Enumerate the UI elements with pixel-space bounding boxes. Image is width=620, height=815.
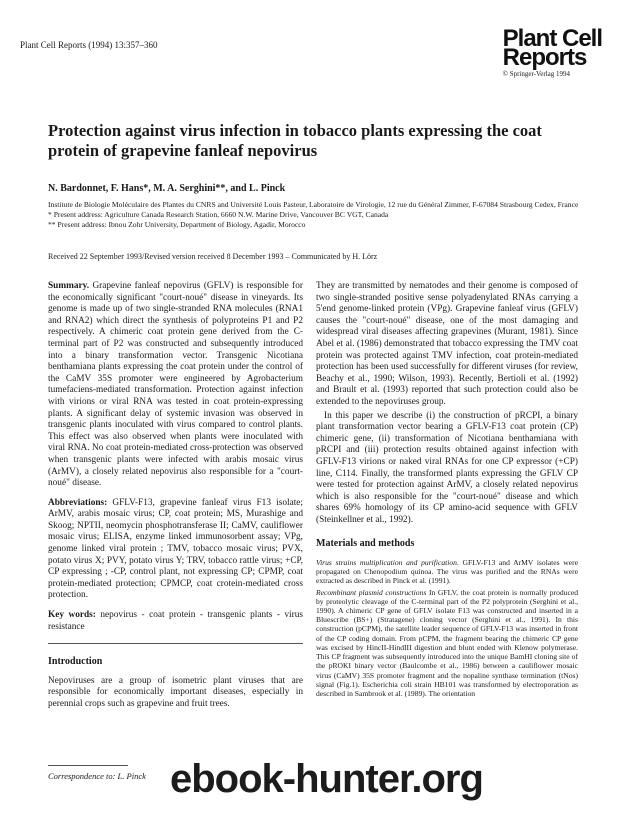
copyright-notice: © Springer-Verlag 1994	[502, 70, 571, 78]
correspondence-note: Correspondence to: L. Pinck	[48, 771, 146, 781]
keywords-paragraph	[48, 610, 303, 633]
introduction-paragraph: Nepoviruses are a group of isometric plant viruses that are responsible for economically important diseases, especially in perennial crops such as grapevine and fruit trees.	[48, 675, 303, 709]
watermark: ebook-hunter.org	[170, 757, 483, 801]
journal-logo-line-2: Reports	[502, 44, 587, 71]
methods-1-text: GFLV-F13 and ArMV isolates were propagated on Chenopodium quinoa. The virus was purified and the RNAs were extracted as described in Pinck et al. (1991).	[316, 558, 578, 586]
summary-text: Grapevine fanleaf nepovirus (GFLV) is responsible for the economically significant "court-noué" disease in vineyards. Its genome is made up of two single-stranded RNA molecules (RNA1 and RNA2) which direct the synthesis of polyproteins P1 and P2 respectively. A chimeric coat protein gene derived from the C-terminal part of P2 was constructed and subsequently introduced into a binary transformation vector. Transgenic Nicotiana benthamiana plants expressing the coat protein under the control of the CaMV 35S promoter were engineered by Agrobacterium tumefaciens-mediated transformation. Protection against infection with virions or viral RNA was tested in coat protein-expressing plants. A significant delay of systemic invasion was observed in transgenic plants inoculated with virus compared to control plants. This effect was also observed when plants were inoculated with viral RNA. No coat protein-mediated cross-protection was observed when transgenic plants were infected with arabis mosaic virus (ArMV), a closely related nepovirus also responsible for a "court-noué" disease.	[48, 281, 303, 489]
intro-continued-paragraph: They are transmitted by nematodes and their genome is composed of two single-stranded positive sense polyadenylated RNAs carrying a 5'end genome-linked protein (VPg). Grapevine fanleaf virus (GFLV) causes the "court-noué" disease, one of the most damaging and widespread viral diseases affecting grapevines (Murant, 1981). Since Abel et al. (1986) demonstrated that tobacco expressing the TMV coat protein was protected against TMV infection, coat protein-mediated protection has been used successfully for different viruses (for review, Beachy et al., 1990; Wilson, 1993). Recently, Bertioli et al. (1992) and Brault et al. (1993) reported that such protection could also be extended to the nepoviruses group.	[316, 281, 578, 407]
methods-2-text: In GFLV, the coat protein is normally produced by proteolytic cleavage of the C-terminal part of the P2 polyprotein (Serghini et al., 1990). A chimeric CP gene of GFLV isolate F13 was constructed and inserted in a Bluescribe (BS+) (Stratagene) cloning vector (Serghini et al., 1991). In this construction (pCPM), the satellite leader sequence of GFLV-F13 was inserted in front of the CP coding domain. From pCPM, the fragment bearing the chimeric CP gene was excised by HincII-HindIII digestion and blunt ended with Klenow polymerase. This CP fragment was subsequently introduced into the unique BamHI cloning site of the pROKI binary vector (Baulcombe et al., 1986) between a cauliflower mosaic virus (CaMV) 35S promoter fragment and the nopaline synthase termination (tNos) signal (Fig.1). Escherichia coli strain HB101 was transformed by electroporation as described in Sambrook et al. (1989). The orientation	[316, 587, 578, 698]
article-title: Protection against virus infection in tobacco plants expressing the coat protein of grapevine fanleaf nepovirus	[48, 121, 542, 160]
introduction-heading: Introduction	[48, 656, 103, 668]
affiliation-footnote-2: ** Present address: Ibnou Zohr University, Department of Biology, Agadir, Morocco	[48, 220, 306, 229]
keywords-label: Key words:	[48, 610, 96, 621]
summary-label: Summary.	[48, 281, 90, 291]
methods-section	[316, 558, 578, 698]
abbreviations-text: GFLV-F13, grapevine fanleaf virus F13 isolate; ArMV, arabis mosaic virus; CP, coat protein; MS, Murashige and Skoog; NPTII, neomycin phosphotransferase II; CaMV, cauliflower mosaic virus; ELISA, enzyme linked immunosorbent assay; VPg, genome linked viral protein ; TMV, tobacco mosaic virus; PVX, potato virus X; PVY, potato virus Y; TRV, tobacco rattle virus; +CP, CP expressing ; -CP, control plant, not expressing CP; CPMP, coat protein-mediated protection; CPMCP, coat crotein-mediated cross protection.	[48, 497, 303, 601]
right-column	[316, 281, 578, 700]
section-divider	[48, 643, 303, 644]
journal-reference: Plant Cell Reports (1994) 13:357–360	[20, 40, 158, 50]
keywords-text: nepovirus - coat protein - transgenic plants - virus resistance	[48, 610, 303, 632]
left-column	[48, 281, 303, 719]
methods-2-label: Recombinant plasmid constructions	[316, 587, 427, 597]
methods-1-label: Virus strains multiplication and purification.	[316, 558, 459, 568]
intro-aims-paragraph: In this paper we describe (i) the construction of pRCPI, a binary plant transformation vector bearing a GFLV-F13 coat protein (CP) chimeric gene, (ii) transformation of Nicotiana benthamiana with pRCPI and (iii) protection results obtained against infection with GFLV-F13 virions or naked viral RNAs for one CP expressor (+CP) line, C114. Finally, the transformed plants expressing the GFLV CP were tested for protection against ArMV, a closely related nepovirus which is also responsible for the "court-noué" disease and which shares 69% homology of its CP amino-acid sequence with GFLV (Steinkellner et al., 1992).	[316, 410, 578, 525]
methods-heading: Materials and methods	[316, 538, 415, 550]
abbreviations-label: Abbreviations:	[48, 497, 108, 508]
journal-logo-line-1: Plant Cell	[502, 25, 602, 52]
methods-paragraph-2	[316, 588, 578, 698]
summary-paragraph	[48, 281, 303, 490]
journal-logo	[502, 25, 602, 78]
author-list: N. Bardonnet, F. Hans*, M. A. Serghini**, and L. Pinck	[48, 183, 286, 194]
affiliations	[48, 200, 588, 230]
affiliation-footnote-1: * Present address: Agriculture Canada Research Station, 6660 N.W. Marine Drive, Vancouver BC VGT, Canada	[48, 210, 389, 219]
received-dates: Received 22 September 1993/Revised version received 8 December 1993 – Communicated by H. Lörz	[48, 252, 378, 261]
footnote-divider	[48, 765, 128, 766]
methods-paragraph-1	[316, 558, 578, 586]
abbreviations-paragraph	[48, 498, 303, 602]
affiliation-main: Institute de Biologie Moléculaire des Plantes du CNRS and Université Louis Pasteur, Laboratoire de Virologie, 12 rue du Général Zimmer, F-67084 Strasbourg Cedex, France	[48, 200, 579, 209]
